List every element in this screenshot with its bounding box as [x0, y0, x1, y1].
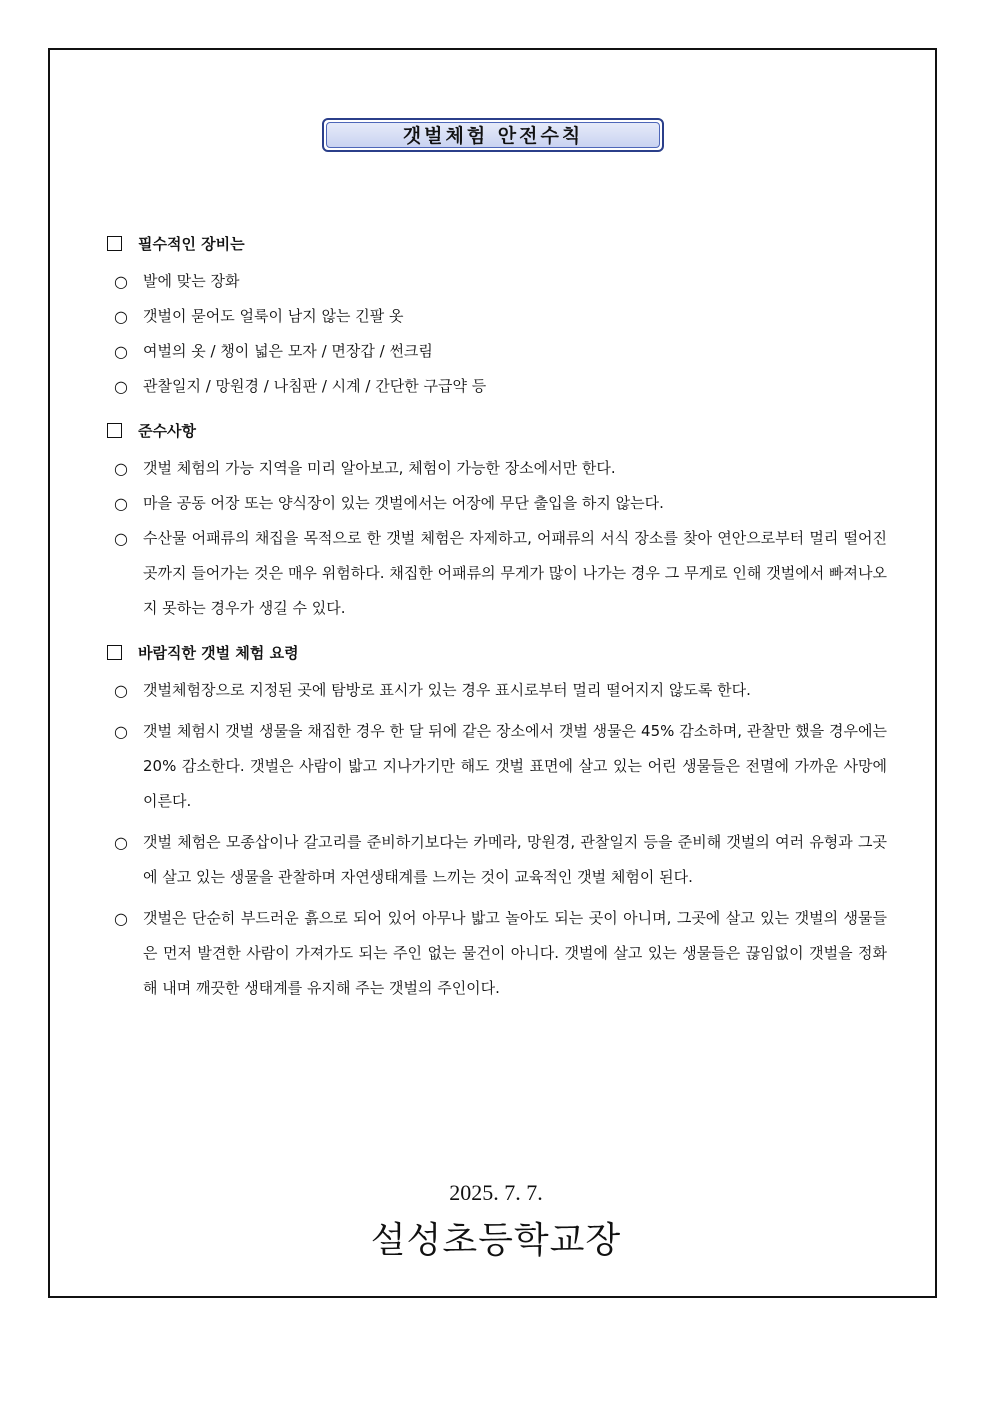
list-item: ○ 수산물 어패류의 채집을 목적으로 한 갯벌 체험은 자제하고, 어패류의 서식 장소를 찾아 연안으로부터 멀리 떨어진 곳까지 들어가는 것은 매우 위험하다. 채집한 어패류의 무게가 많이 나가는 경우 그 무게로 인해 갯벌에서 빠져나오지 못하는 경우가 생길 수 있다.: [107, 521, 887, 626]
list-item: ○ 갯벌이 묻어도 얼룩이 남지 않는 긴팔 옷: [107, 299, 887, 334]
title-box: [322, 118, 664, 152]
circle-bullet-icon: ○: [114, 307, 128, 326]
section-tips: [107, 642, 887, 1006]
circle-bullet-icon: ○: [114, 833, 128, 852]
section-heading: [107, 233, 887, 254]
list-item: ○ 갯벌은 단순히 부드러운 흙으로 되어 있어 아무나 밟고 놀아도 되는 곳이 아니며, 그곳에 살고 있는 갯벌의 생물들은 먼저 발견한 사람이 가져가도 되는 주인 없는 물건이 아니다. 갯벌에 살고 있는 생물들은 끊임없이 갯벌을 정화해 내며 깨끗한 생태계를 유지해 주는 갯벌의 주인이다.: [107, 901, 887, 1006]
list-item: ○ 갯벌 체험의 가능 지역을 미리 알아보고, 체험이 가능한 장소에서만 한다.: [107, 451, 887, 486]
list-item: ○ 갯벌체험장으로 지정된 곳에 탐방로 표시가 있는 경우 표시로부터 멀리 떨어지지 않도록 한다.: [107, 673, 887, 708]
issue-date: 2025. 7. 7.: [449, 1180, 543, 1205]
list-item: ○ 갯벌 체험은 모종삽이나 갈고리를 준비하기보다는 카메라, 망원경, 관찰일지 등을 준비해 갯벌의 여러 유형과 그곳에 살고 있는 생물을 관찰하며 자연생태계를 느끼는 것이 교육적인 갯벌 체험이 된다.: [107, 825, 887, 895]
list-item: ○ 발에 맞는 장화: [107, 264, 887, 299]
list-item: ○ 여벌의 옷 / 챙이 넓은 모자 / 면장갑 / 썬크림: [107, 334, 887, 369]
circle-bullet-icon: ○: [114, 377, 128, 396]
section-heading-text: 필수적인 장비는: [138, 235, 245, 253]
circle-bullet-icon: ○: [114, 681, 128, 700]
circle-bullet-icon: ○: [114, 722, 128, 741]
circle-bullet-icon: ○: [114, 494, 128, 513]
checkbox-square-icon: [107, 236, 122, 251]
circle-bullet-icon: ○: [114, 459, 128, 478]
section-heading: [107, 642, 887, 663]
section-heading-text: 바람직한 갯벌 체험 요령: [138, 644, 299, 662]
circle-bullet-icon: ○: [114, 529, 128, 548]
list-item: ○ 마을 공동 어장 또는 양식장이 있는 갯벌에서는 어장에 무단 출입을 하지 않는다.: [107, 486, 887, 521]
circle-bullet-icon: ○: [114, 272, 128, 291]
page-title: 갯벌체험 안전수칙: [326, 122, 660, 148]
section-heading: [107, 420, 887, 441]
list-item: ○ 관찰일지 / 망원경 / 나침판 / 시계 / 간단한 구급약 등: [107, 369, 887, 404]
circle-bullet-icon: ○: [114, 909, 128, 928]
checkbox-square-icon: [107, 423, 122, 438]
section-heading-text: 준수사항: [138, 422, 196, 440]
checkbox-square-icon: [107, 645, 122, 660]
section-rules: [107, 420, 887, 626]
principal-signature: 설성초등학교장: [370, 1220, 622, 1261]
list-item: ○ 갯벌 체험시 갯벌 생물을 채집한 경우 한 달 뒤에 같은 장소에서 갯벌 생물은 45% 감소하며, 관찰만 했을 경우에는 20% 감소한다. 갯벌은 사람이 밟고 지나가기만 해도 갯벌 표면에 살고 있는 어린 생물들은 전멸에 가까운 사망에 이른다.: [107, 714, 887, 819]
section-equipment: [107, 233, 887, 404]
circle-bullet-icon: ○: [114, 342, 128, 361]
